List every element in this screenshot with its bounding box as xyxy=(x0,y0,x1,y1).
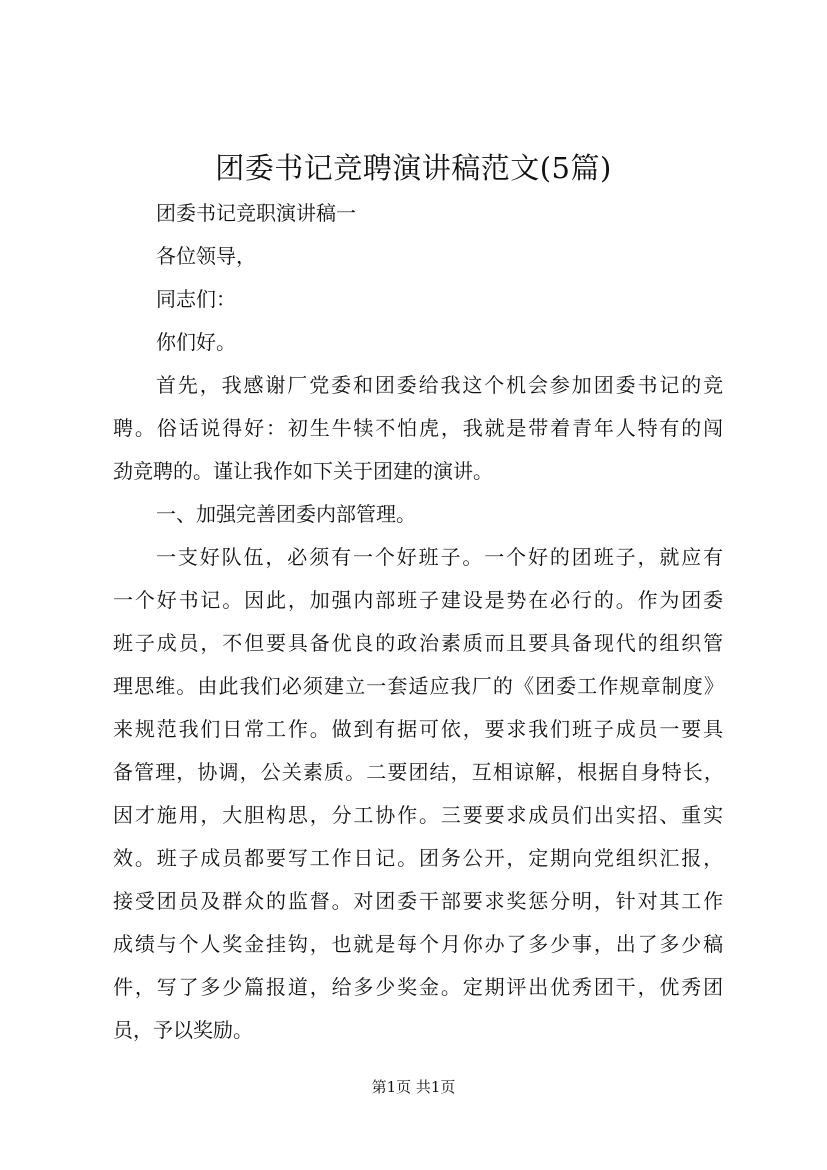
page-footer: 第1页 共1页 xyxy=(371,1078,456,1096)
body-line: 各位领导， xyxy=(156,244,256,268)
body-line: 员，予以奖励。 xyxy=(113,1018,253,1042)
body-line: 班子成员，不但要具备优良的政治素质而且要具备现代的组织管 xyxy=(113,631,725,655)
body-line: 接受团员及群众的监督。对团委干部要求奖惩分明，针对其工作 xyxy=(113,889,725,913)
body-line: 你们好。 xyxy=(156,330,236,354)
body-line: 因才施用，大胆构思，分工协作。三要要求成员们出实招、重实 xyxy=(113,803,725,827)
body-line: 劲竞聘的。谨让我作如下关于团建的演讲。 xyxy=(113,459,493,483)
body-line: 备管理，协调，公关素质。二要团结，互相谅解，根据自身特长， xyxy=(113,760,725,784)
body-line: 效。班子成员都要写工作日记。团务公开，定期向党组织汇报， xyxy=(113,846,725,870)
body-line: 首先，我感谢厂党委和团委给我这个机会参加团委书记的竞 xyxy=(156,373,725,397)
body-line: 团委书记竞职演讲稿一 xyxy=(156,201,356,225)
body-line: 聘。俗话说得好：初生牛犊不怕虎，我就是带着青年人特有的闯 xyxy=(113,416,725,440)
body-line: 一、加强完善团委内部管理。 xyxy=(156,502,416,526)
body-line: 一个好书记。因此，加强内部班子建设是势在必行的。作为团委 xyxy=(113,588,725,612)
document-body xyxy=(113,192,725,1052)
body-line: 来规范我们日常工作。做到有据可依，要求我们班子成员一要具 xyxy=(113,717,725,741)
body-line: 件，写了多少篇报道，给多少奖金。定期评出优秀团干，优秀团 xyxy=(113,975,725,999)
body-line: 成绩与个人奖金挂钩，也就是每个月你办了多少事，出了多少稿 xyxy=(113,932,725,956)
body-line: 理思维。由此我们必须建立一套适应我厂的《团委工作规章制度》 xyxy=(113,674,725,698)
body-line: 一支好队伍，必须有一个好班子。一个好的团班子，就应有 xyxy=(156,545,725,569)
document-title: 团委书记竞聘演讲稿范文(5篇) xyxy=(215,151,612,185)
body-line: 同志们： xyxy=(156,287,236,311)
